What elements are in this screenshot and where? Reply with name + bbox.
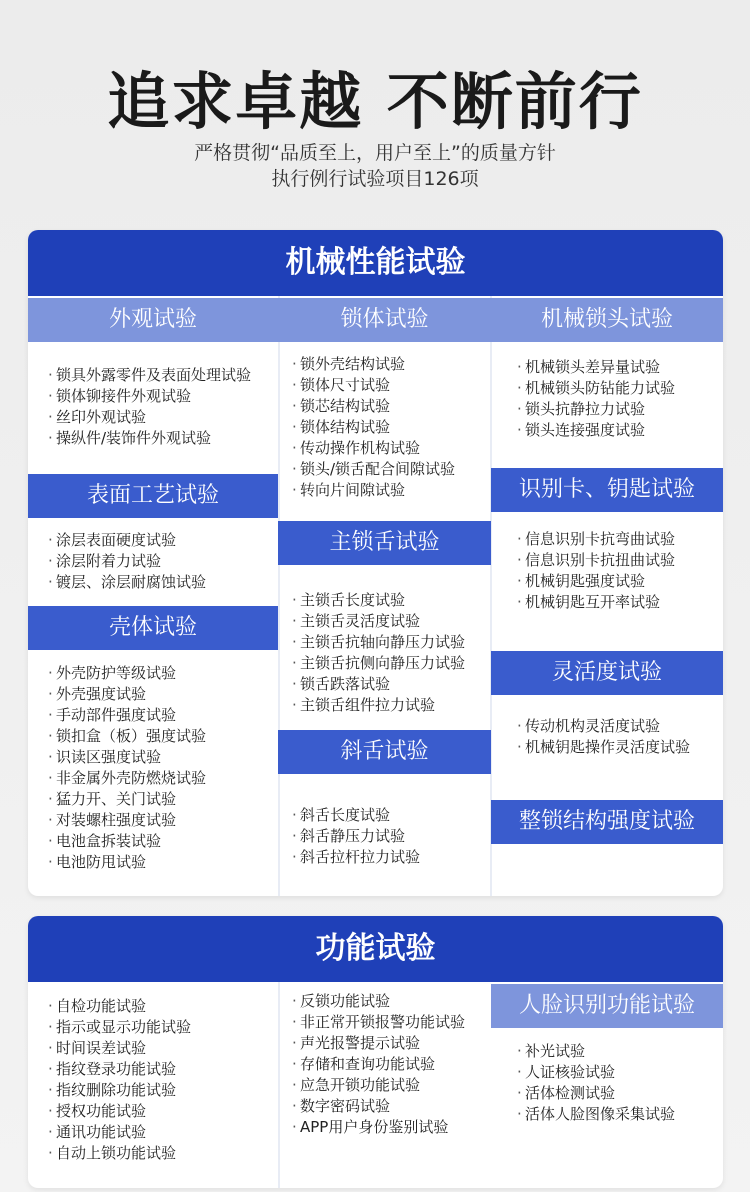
list-item: · 锁头抗静拉力试验 (517, 399, 675, 420)
mechanical-tests-card (28, 230, 723, 896)
surface-test-list (48, 530, 206, 593)
list-item: · 信息识别卡抗扭曲试验 (517, 550, 675, 571)
list-item: · 人证核验试验 (517, 1062, 675, 1083)
list-item: · 操纵件/装饰件外观试验 (48, 428, 251, 449)
section-header-latch: 斜舌试验 (278, 730, 491, 774)
list-item: · 通讯功能试验 (48, 1122, 191, 1143)
list-item: · 主锁舌长度试验 (292, 590, 465, 611)
section-header-shell: 壳体试验 (28, 606, 278, 650)
mechlock-test-list (517, 357, 675, 441)
list-item: · 外壳防护等级试验 (48, 663, 206, 684)
list-item: · 主锁舌抗侧向静压力试验 (292, 653, 465, 674)
page-title: 追求卓越 不断前行 (107, 65, 643, 138)
lockbody-test-list (292, 354, 455, 501)
cardkey-test-list (517, 529, 675, 613)
column-divider (278, 982, 280, 1188)
list-item: · 反锁功能试验 (292, 991, 465, 1012)
list-item: · 锁外壳结构试验 (292, 354, 455, 375)
list-item: · 锁体结构试验 (292, 417, 455, 438)
list-item: · 电池盒拆装试验 (48, 831, 206, 852)
list-item: · 时间误差试验 (48, 1038, 191, 1059)
page-subtitle-line1: 严格贯彻“品质至上，用户至上”的质量方针 (194, 142, 556, 164)
list-item: · 猛力开、关门试验 (48, 789, 206, 810)
functional-list-1 (48, 996, 191, 1164)
list-item: · 锁具外露零件及表面处理试验 (48, 365, 251, 386)
list-item: · 非金属外壳防燃烧试验 (48, 768, 206, 789)
section-header-surface: 表面工艺试验 (28, 474, 278, 518)
list-item: · 转向片间隙试验 (292, 480, 455, 501)
list-item: · 锁体铆接件外观试验 (48, 386, 251, 407)
list-item: · 主锁舌组件拉力试验 (292, 695, 465, 716)
list-item: · 电池防甩试验 (48, 852, 206, 873)
list-item: · 锁舌跌落试验 (292, 674, 465, 695)
face-test-list (517, 1041, 675, 1125)
list-item: · 授权功能试验 (48, 1101, 191, 1122)
list-item: · 机械钥匙强度试验 (517, 571, 675, 592)
list-item: · APP用户身份鉴别试验 (292, 1117, 465, 1138)
list-item: · 主锁舌抗轴向静压力试验 (292, 632, 465, 653)
list-item: · 丝印外观试验 (48, 407, 251, 428)
list-item: · 声光报警提示试验 (292, 1033, 465, 1054)
list-item: · 传动机构灵活度试验 (517, 716, 690, 737)
list-item: · 自检功能试验 (48, 996, 191, 1017)
column-divider (278, 296, 280, 896)
mechanical-tests-title: 机械性能试验 (28, 230, 723, 296)
mainbolt-test-list (292, 590, 465, 716)
list-item: · 应急开锁功能试验 (292, 1075, 465, 1096)
list-item: · 涂层表面硬度试验 (48, 530, 206, 551)
list-item: · 指纹登录功能试验 (48, 1059, 191, 1080)
latch-test-list (292, 805, 420, 868)
list-item: · 外壳强度试验 (48, 684, 206, 705)
section-header-face: 人脸识别功能试验 (491, 984, 723, 1028)
list-item: · 指纹删除功能试验 (48, 1080, 191, 1101)
list-item: · 自动上锁功能试验 (48, 1143, 191, 1164)
list-item: · 镀层、涂层耐腐蚀试验 (48, 572, 206, 593)
list-item: · 锁体尺寸试验 (292, 375, 455, 396)
list-item: · 锁头连接强度试验 (517, 420, 675, 441)
appearance-test-list (48, 365, 251, 449)
list-item: · 识读区强度试验 (48, 747, 206, 768)
shell-test-list (48, 663, 206, 873)
list-item: · 锁头/锁舌配合间隙试验 (292, 459, 455, 480)
list-item: · 机械钥匙互开率试验 (517, 592, 675, 613)
list-item: · 手动部件强度试验 (48, 705, 206, 726)
section-header-cardkey: 识别卡、钥匙试验 (491, 468, 723, 512)
list-item: · 涂层附着力试验 (48, 551, 206, 572)
flex-test-list (517, 716, 690, 758)
list-item: · 斜舌静压力试验 (292, 826, 420, 847)
section-header-whole: 整锁结构强度试验 (491, 800, 723, 844)
functional-list-2 (292, 991, 465, 1138)
list-item: · 机械锁头防钻能力试验 (517, 378, 675, 399)
list-item: · 机械钥匙操作灵活度试验 (517, 737, 690, 758)
list-item: · 数字密码试验 (292, 1096, 465, 1117)
section-header-mainbolt: 主锁舌试验 (278, 521, 491, 565)
list-item: · 非正常开锁报警功能试验 (292, 1012, 465, 1033)
list-item: · 传动操作机构试验 (292, 438, 455, 459)
list-item: · 锁芯结构试验 (292, 396, 455, 417)
section-header-flex: 灵活度试验 (491, 651, 723, 695)
list-item: · 主锁舌灵活度试验 (292, 611, 465, 632)
list-item: · 存储和查询功能试验 (292, 1054, 465, 1075)
section-header-lockbody: 锁体试验 (278, 298, 491, 342)
list-item: · 活体人脸图像采集试验 (517, 1104, 675, 1125)
list-item: · 信息识别卡抗弯曲试验 (517, 529, 675, 550)
list-item: · 斜舌长度试验 (292, 805, 420, 826)
functional-tests-title: 功能试验 (28, 916, 723, 982)
page-subtitle-line2: 执行例行试验项目126项 (271, 168, 479, 190)
list-item: · 斜舌拉杆拉力试验 (292, 847, 420, 868)
section-header-mechlock: 机械锁头试验 (491, 298, 723, 342)
face-recognition-section (491, 984, 723, 1188)
list-item: · 活体检测试验 (517, 1083, 675, 1104)
list-item: · 机械锁头差异量试验 (517, 357, 675, 378)
list-item: · 对装螺柱强度试验 (48, 810, 206, 831)
section-header-appearance: 外观试验 (28, 298, 278, 342)
functional-tests-card (28, 916, 723, 1188)
list-item: · 补光试验 (517, 1041, 675, 1062)
list-item: · 指示或显示功能试验 (48, 1017, 191, 1038)
list-item: · 锁扣盒（板）强度试验 (48, 726, 206, 747)
